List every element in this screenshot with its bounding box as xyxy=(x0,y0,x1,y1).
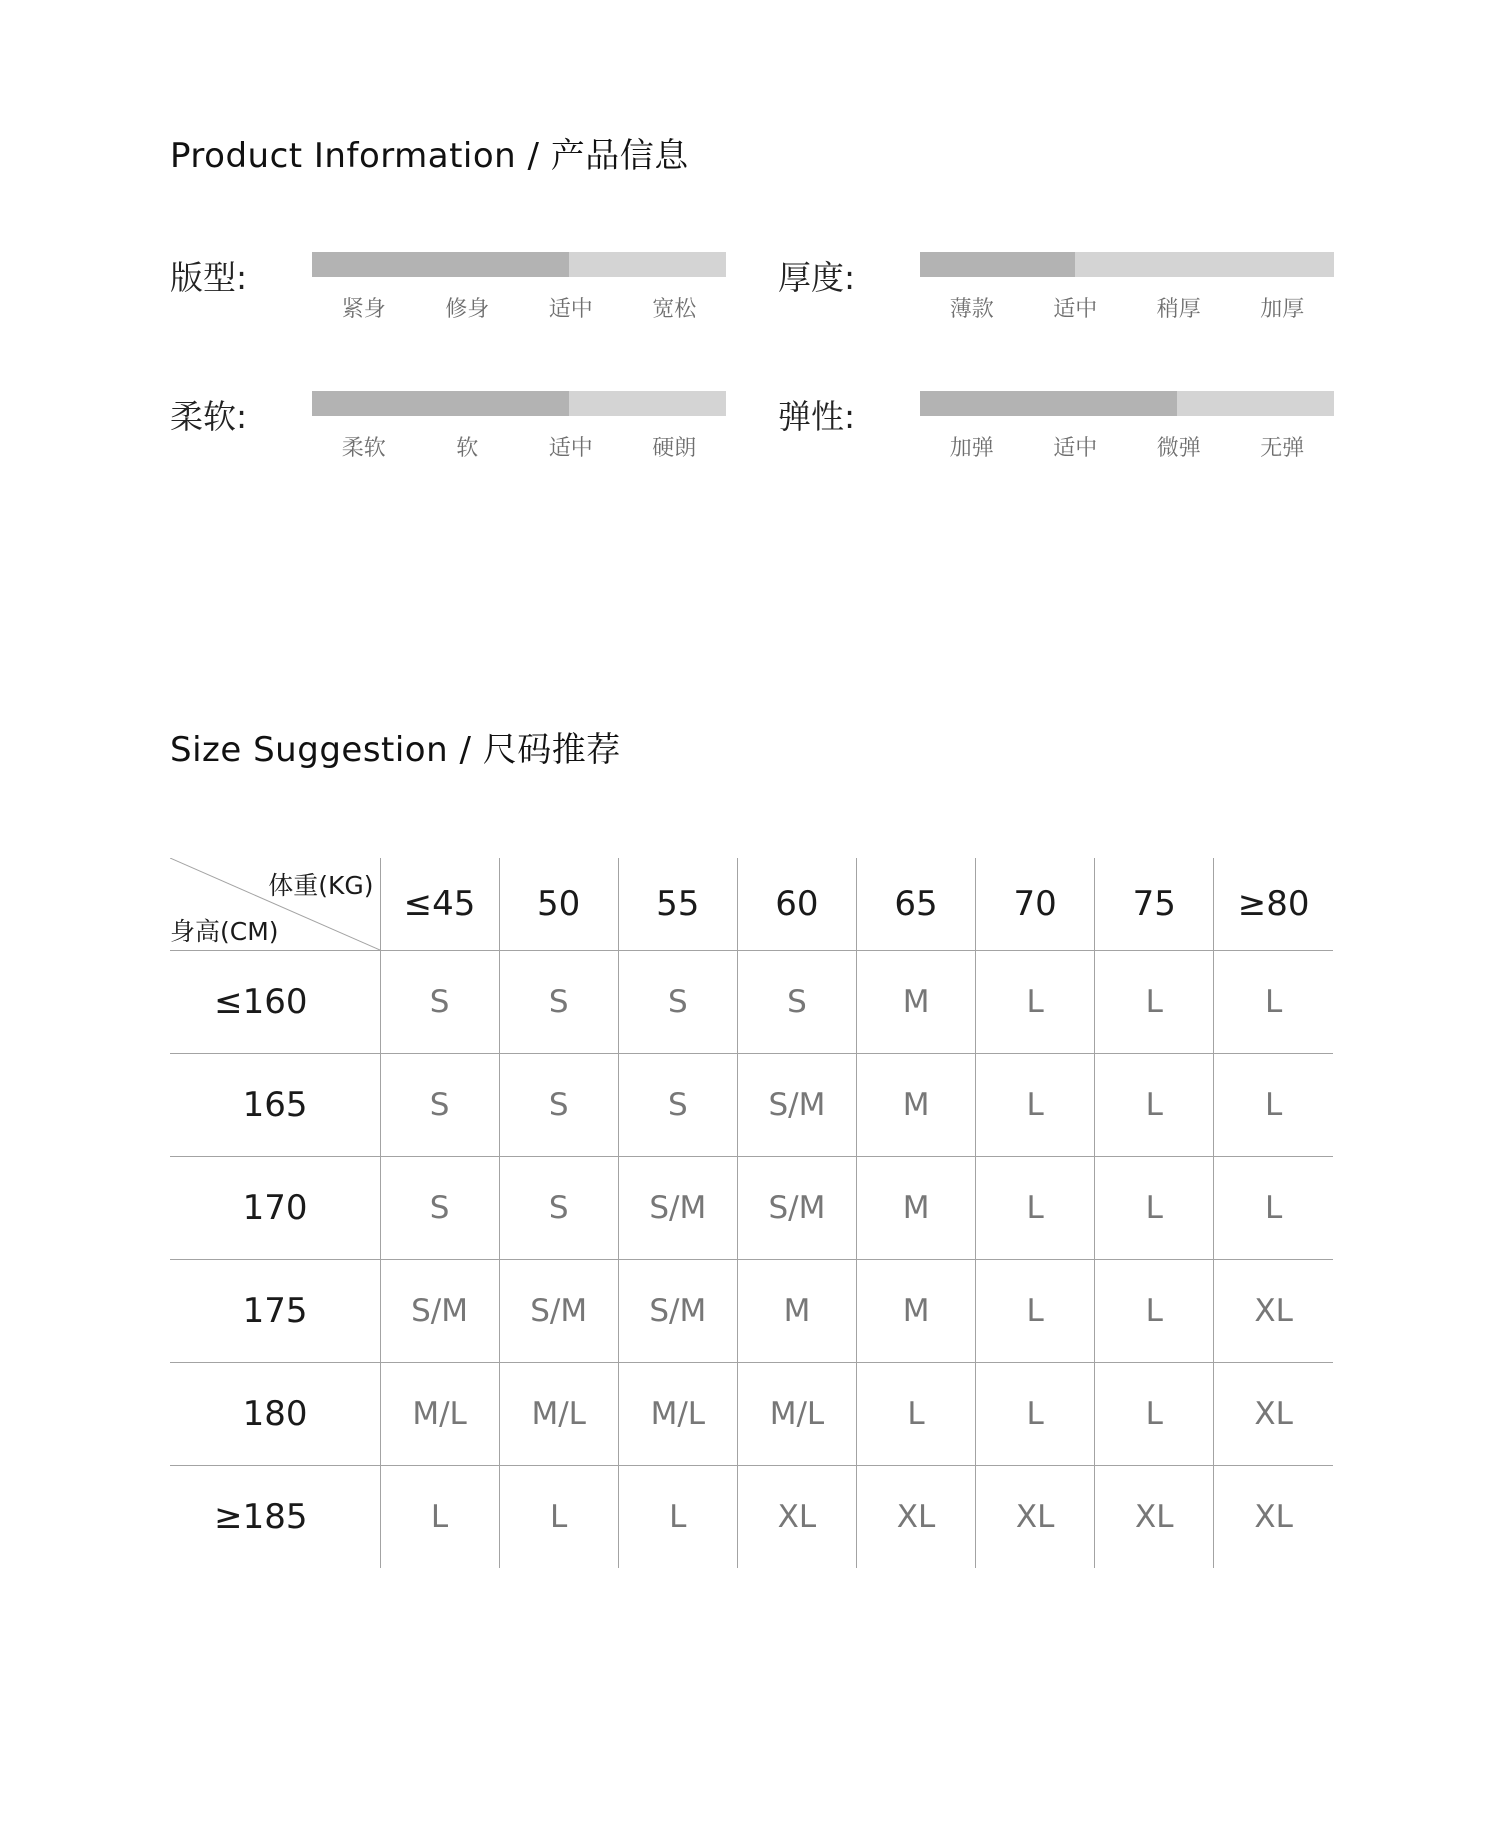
level-label: 无弹 xyxy=(1260,436,1305,461)
size-suggestion-title: Size Suggestion / 尺码推荐 xyxy=(170,730,621,770)
size-cell: L xyxy=(976,951,1095,1054)
size-cell: L xyxy=(499,1466,618,1569)
level-label: 软 xyxy=(456,436,479,461)
size-cell: XL xyxy=(976,1466,1095,1569)
height-cell: 175 xyxy=(170,1260,380,1363)
attribute-levels xyxy=(312,431,726,462)
size-cell: S xyxy=(499,951,618,1054)
size-cell: L xyxy=(1214,1157,1333,1260)
size-cell: S/M xyxy=(618,1157,737,1260)
attribute-bar xyxy=(312,252,726,277)
height-cell: 165 xyxy=(170,1054,380,1157)
table-row xyxy=(170,1260,1333,1363)
attribute-bar-fill xyxy=(920,391,1177,416)
weight-header-row xyxy=(170,858,1333,951)
attribute-thickness xyxy=(778,252,1368,352)
size-cell: M xyxy=(857,951,976,1054)
weight-header: ≥80 xyxy=(1214,858,1333,951)
size-cell: S xyxy=(499,1054,618,1157)
weight-header: 75 xyxy=(1095,858,1214,951)
table-row xyxy=(170,1466,1333,1569)
size-cell: L xyxy=(1095,951,1214,1054)
size-cell: S/M xyxy=(618,1260,737,1363)
level-label: 修身 xyxy=(445,297,490,322)
table-corner-cell xyxy=(170,858,380,951)
attribute-fit xyxy=(170,252,760,352)
size-cell: S xyxy=(737,951,856,1054)
size-cell: L xyxy=(1214,951,1333,1054)
level-label: 适中 xyxy=(548,297,593,322)
attribute-bar-fill xyxy=(920,252,1075,277)
size-cell: L xyxy=(618,1466,737,1569)
size-cell: S xyxy=(618,951,737,1054)
attribute-label: 柔软: xyxy=(170,397,248,436)
size-table xyxy=(170,858,1333,1568)
level-label: 加弹 xyxy=(949,436,994,461)
weight-header: 60 xyxy=(737,858,856,951)
attribute-levels xyxy=(312,292,726,323)
size-cell: L xyxy=(1095,1363,1214,1466)
attribute-bar xyxy=(920,391,1334,416)
size-cell: M/L xyxy=(499,1363,618,1466)
size-cell: S xyxy=(380,1054,499,1157)
size-cell: L xyxy=(976,1157,1095,1260)
size-cell: M/L xyxy=(380,1363,499,1466)
size-cell: L xyxy=(380,1466,499,1569)
attribute-elasticity xyxy=(778,391,1368,491)
attribute-label: 弹性: xyxy=(778,397,856,436)
size-cell: S xyxy=(618,1054,737,1157)
size-cell: XL xyxy=(857,1466,976,1569)
weight-axis-label: 体重(KG) xyxy=(268,871,374,900)
size-cell: XL xyxy=(737,1466,856,1569)
size-cell: M xyxy=(857,1260,976,1363)
attribute-softness xyxy=(170,391,760,491)
table-row xyxy=(170,951,1333,1054)
size-cell: L xyxy=(1095,1054,1214,1157)
size-cell: XL xyxy=(1095,1466,1214,1569)
height-cell: 170 xyxy=(170,1157,380,1260)
weight-header: ≤45 xyxy=(380,858,499,951)
size-cell: M/L xyxy=(618,1363,737,1466)
level-label: 紧身 xyxy=(341,297,386,322)
size-cell: M/L xyxy=(737,1363,856,1466)
weight-header: 65 xyxy=(857,858,976,951)
size-cell: S xyxy=(380,951,499,1054)
table-row xyxy=(170,1363,1333,1466)
level-label: 适中 xyxy=(548,436,593,461)
size-cell: L xyxy=(1095,1157,1214,1260)
level-label: 柔软 xyxy=(341,436,386,461)
level-label: 适中 xyxy=(1053,297,1098,322)
weight-header: 70 xyxy=(976,858,1095,951)
attribute-levels xyxy=(920,292,1334,323)
attribute-bar-fill xyxy=(312,252,569,277)
size-cell: XL xyxy=(1214,1466,1333,1569)
size-cell: S xyxy=(380,1157,499,1260)
attribute-label: 版型: xyxy=(170,258,248,297)
attribute-bar-fill xyxy=(312,391,569,416)
attribute-label: 厚度: xyxy=(778,258,856,297)
size-cell: M xyxy=(857,1054,976,1157)
size-cell: S/M xyxy=(499,1260,618,1363)
size-cell: XL xyxy=(1214,1363,1333,1466)
attribute-levels xyxy=(920,431,1334,462)
weight-header: 50 xyxy=(499,858,618,951)
size-cell: L xyxy=(976,1260,1095,1363)
level-label: 微弹 xyxy=(1156,436,1201,461)
size-cell: S/M xyxy=(380,1260,499,1363)
size-cell: L xyxy=(857,1363,976,1466)
level-label: 硬朗 xyxy=(652,436,697,461)
size-cell: M xyxy=(857,1157,976,1260)
size-cell: L xyxy=(1095,1260,1214,1363)
attribute-bar xyxy=(920,252,1334,277)
level-label: 宽松 xyxy=(652,297,697,322)
size-cell: XL xyxy=(1214,1260,1333,1363)
weight-header: 55 xyxy=(618,858,737,951)
level-label: 稍厚 xyxy=(1156,297,1201,322)
product-info-title: Product Information / 产品信息 xyxy=(170,136,689,176)
height-cell: 180 xyxy=(170,1363,380,1466)
table-row xyxy=(170,1054,1333,1157)
size-cell: L xyxy=(976,1363,1095,1466)
height-cell: ≤160 xyxy=(170,951,380,1054)
size-cell: M xyxy=(737,1260,856,1363)
size-cell: S/M xyxy=(737,1054,856,1157)
level-label: 适中 xyxy=(1053,436,1098,461)
attribute-bar xyxy=(312,391,726,416)
level-label: 加厚 xyxy=(1260,297,1305,322)
size-cell: S xyxy=(499,1157,618,1260)
size-cell: S/M xyxy=(737,1157,856,1260)
level-label: 薄款 xyxy=(949,297,994,322)
size-cell: L xyxy=(976,1054,1095,1157)
height-cell: ≥185 xyxy=(214,1497,308,1537)
size-cell: L xyxy=(1214,1054,1333,1157)
height-axis-label: 身高(CM) xyxy=(170,917,279,946)
table-row xyxy=(170,1157,1333,1260)
